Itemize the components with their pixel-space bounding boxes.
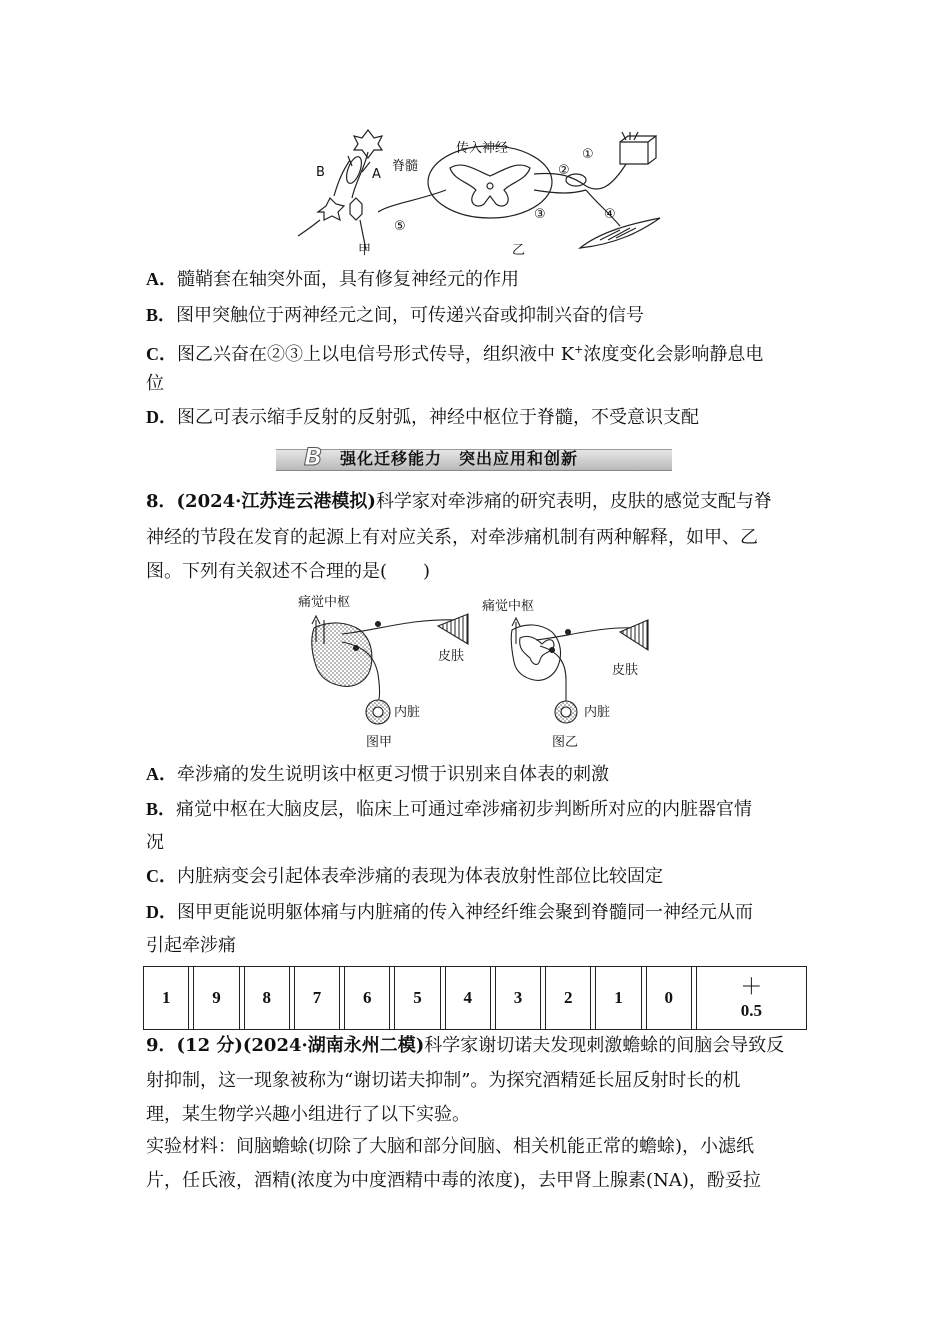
label-a: A: [372, 167, 381, 182]
left-skin-label: 皮肤: [438, 649, 465, 664]
score-cell[interactable]: 1: [596, 967, 641, 1030]
option-letter: A．: [146, 764, 177, 784]
q9-line-3: 理，某生物学兴趣小组进行了以下实验。: [146, 1104, 470, 1125]
right-caption: 图乙: [552, 735, 579, 750]
label-5: ⑤: [394, 219, 406, 234]
q9-line-2: 射抑制，这一现象被称为“谢切诺夫抑制”。为探究酒精延长屈反射时长的机: [146, 1070, 741, 1091]
option-text: 图乙兴奋在②③上以电信号形式传导，组织液中 K: [177, 344, 575, 365]
dendrite-left: [298, 220, 320, 236]
efferent-nerve: [534, 190, 586, 193]
q7-option-c: [146, 339, 763, 366]
central-canal: [487, 183, 493, 189]
q8-option-d: [146, 901, 753, 924]
q8-option-c: [146, 865, 663, 888]
option-letter: A．: [146, 269, 177, 289]
score-cell[interactable]: 4: [445, 967, 490, 1030]
half-point: 0.5: [740, 1001, 762, 1020]
q8-line-2: 神经的节段在发育的起源上有对应关系，对牵涉痛机制有两种解释，如甲、乙: [146, 527, 758, 548]
synapse-ellipse: [344, 155, 365, 185]
score-cell[interactable]: 2: [546, 967, 591, 1030]
q7-option-b: [146, 304, 644, 327]
label-2: ②: [558, 163, 570, 178]
left-pain-center-label: 痛觉中枢: [298, 595, 351, 610]
option-text-cont: 位: [146, 373, 164, 394]
banner-letter: B: [304, 443, 323, 471]
axon-b: [334, 160, 350, 196]
right-skin-label: 皮肤: [612, 663, 639, 678]
left-skin-wedge: [438, 614, 468, 644]
score-row: [144, 967, 807, 1030]
score-cell-plus-half[interactable]: [696, 967, 806, 1030]
right-ganglion-skin: [566, 630, 571, 635]
left-viscera-label: 内脏: [394, 705, 421, 720]
option-text: 图甲更能说明躯体痛与内脏痛的传入神经纤维会聚到脊髓同一神经元从而: [177, 902, 753, 923]
left-ganglion-skin: [376, 622, 381, 627]
q8-option-b-cont: 况: [146, 832, 164, 853]
right-ganglion-viscera: [550, 648, 555, 653]
score-cell[interactable]: 8: [244, 967, 289, 1030]
referred-pain-figure: [290, 594, 670, 754]
left-ganglion-viscera: [354, 646, 359, 651]
option-text: 牵涉痛的发生说明该中枢更习惯于识别来自体表的刺激: [177, 764, 609, 785]
left-spinal-section: [312, 623, 372, 686]
q8-line-3: 图。下列有关叙述不合理的是( ): [146, 561, 431, 582]
score-cell[interactable]: 1: [144, 967, 189, 1030]
option-text: 痛觉中枢在大脑皮层，临床上可通过牵涉痛初步判断所对应的内脏器官情: [176, 799, 753, 820]
neuron-lower-left: [318, 198, 344, 220]
neuron-lower-right: [350, 198, 362, 220]
left-caption: 图甲: [366, 735, 393, 750]
q7-option-c-cont: [146, 373, 164, 395]
label-b: B: [316, 165, 325, 180]
right-viscera-label: 内脏: [584, 705, 611, 720]
q9-line-5: 片，任氏液，酒精(浓度为中度酒精中毒的浓度)，去甲肾上腺素(NA)，酚妥拉: [146, 1170, 761, 1191]
plus-sign: ＋: [740, 974, 763, 999]
q8-option-d-cont: 引起牵涉痛: [146, 935, 236, 956]
question-number: 8．: [146, 491, 177, 512]
q7-option-a: [146, 268, 519, 291]
option-letter: C．: [146, 866, 177, 886]
banner-text: 强化迁移能力 突出应用和创新: [340, 449, 579, 468]
score-cell[interactable]: 0: [646, 967, 691, 1030]
question-text: 科学家对牵涉痛的研究表明，皮肤的感觉支配与脊: [375, 491, 772, 512]
option-text: 图甲突触位于两神经元之间，可传递兴奋或抑制兴奋的信号: [176, 305, 645, 326]
receptor-box: [620, 136, 656, 164]
label-4: ④: [604, 207, 616, 222]
label-spinal-cord: 脊髓: [392, 159, 419, 174]
option-text: 髓鞘套在轴突外面，具有修复神经元的作用: [177, 269, 519, 290]
score-cell[interactable]: 7: [294, 967, 339, 1030]
score-cell[interactable]: 6: [345, 967, 390, 1030]
score-cell[interactable]: 9: [194, 967, 239, 1030]
option-letter: D．: [146, 407, 177, 427]
question-number: 9．: [146, 1035, 177, 1056]
grey-matter: [450, 165, 530, 206]
right-viscera-inner: [561, 707, 571, 717]
q9-line-1: [146, 1035, 784, 1057]
option-text-tail: 浓度变化会影响静息电: [583, 344, 764, 365]
nerve-to-jia: [378, 190, 446, 212]
score-cell[interactable]: 3: [495, 967, 540, 1030]
option-text: 图乙可表示缩手反射的反射弧，神经中枢位于脊髓，不受意识支配: [177, 407, 699, 428]
caption-jia: 甲: [358, 243, 372, 258]
question-text: 科学家谢切诺夫发现刺激蟾蜍的间脑会导致反: [424, 1035, 785, 1056]
superscript-plus: +: [574, 343, 584, 356]
score-table: [143, 966, 807, 1030]
label-1: ①: [582, 147, 594, 162]
option-letter: B．: [146, 305, 177, 325]
question-source: (12 分)(2024·湖南永州二模): [176, 1035, 425, 1056]
option-letter: B．: [146, 799, 177, 819]
q8-line-1: [146, 491, 772, 513]
option-text: 内脏病变会引起体表牵涉痛的表现为体表放射性部位比较固定: [177, 866, 663, 887]
q8-option-a: [146, 763, 609, 786]
caption-yi: 乙: [512, 243, 526, 258]
option-letter: D．: [146, 902, 177, 922]
label-input-nerve: 传入神经: [456, 141, 509, 156]
right-skin-wedge: [620, 620, 648, 650]
option-letter: C．: [146, 344, 177, 364]
left-viscera-inner: [373, 707, 383, 717]
q9-line-4: 实验材料：间脑蟾蜍(切除了大脑和部分间脑、相关机能正常的蟾蜍)，小滤纸: [146, 1136, 755, 1157]
q7-option-d: [146, 406, 699, 429]
q8-option-b: [146, 798, 752, 821]
reflex-arc-figure: [290, 120, 670, 260]
score-cell[interactable]: 5: [395, 967, 440, 1030]
question-source: (2024·江苏连云港模拟): [176, 491, 376, 512]
label-3: ③: [534, 207, 546, 222]
right-pain-center-label: 痛觉中枢: [482, 599, 535, 614]
section-banner: [276, 443, 672, 471]
